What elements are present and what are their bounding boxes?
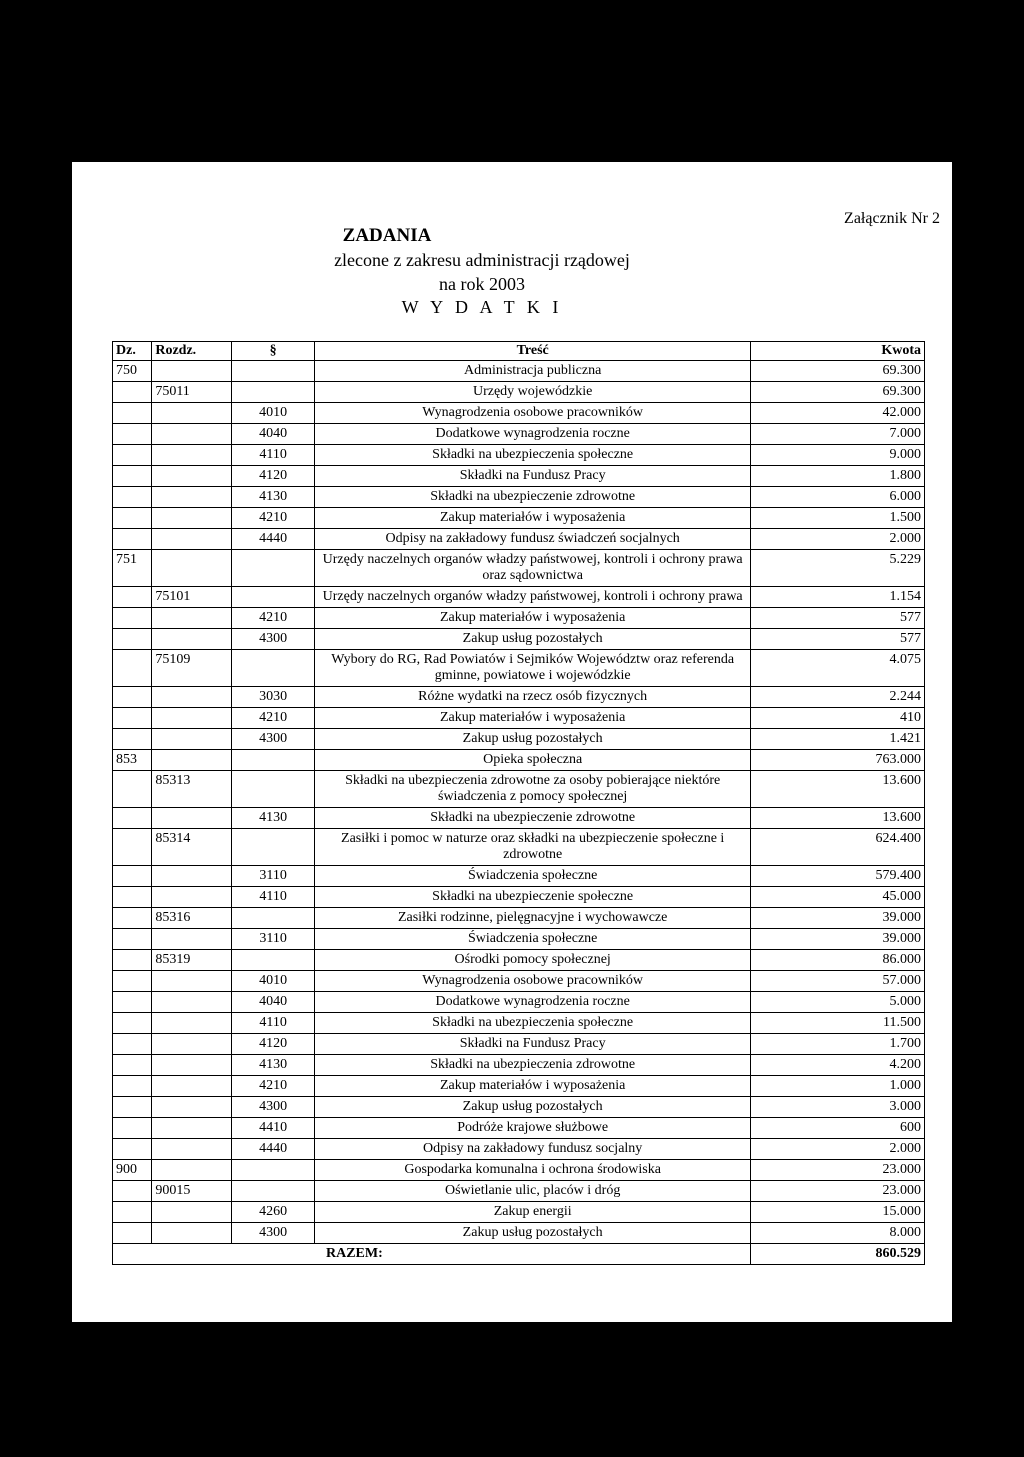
cell-description: Oświetlanie ulic, placów i dróg bbox=[315, 1181, 751, 1202]
cell-amount: 13.600 bbox=[751, 771, 925, 808]
cell-description: Dodatkowe wynagrodzenia roczne bbox=[315, 424, 751, 445]
cell-paragraph bbox=[232, 750, 315, 771]
cell-paragraph: 4300 bbox=[232, 729, 315, 750]
cell-description: Wybory do RG, Rad Powiatów i Sejmików Województw oraz referenda gminne, powiatowe i wojewódzkie bbox=[315, 650, 751, 687]
table-row bbox=[113, 808, 925, 829]
cell-rozdz bbox=[152, 1076, 232, 1097]
cell-description: Zakup usług pozostałych bbox=[315, 1097, 751, 1118]
cell-dz bbox=[113, 587, 152, 608]
cell-description: Składki na ubezpieczenia społeczne bbox=[315, 1013, 751, 1034]
cell-dz bbox=[113, 708, 152, 729]
cell-dz bbox=[113, 929, 152, 950]
table-row bbox=[113, 1202, 925, 1223]
cell-rozdz bbox=[152, 403, 232, 424]
cell-description: Gospodarka komunalna i ochrona środowiska bbox=[315, 1160, 751, 1181]
cell-rozdz bbox=[152, 1202, 232, 1223]
cell-paragraph: 4010 bbox=[232, 971, 315, 992]
cell-amount: 4.075 bbox=[751, 650, 925, 687]
cell-amount: 86.000 bbox=[751, 950, 925, 971]
table-row bbox=[113, 1076, 925, 1097]
cell-paragraph bbox=[232, 908, 315, 929]
cell-dz bbox=[113, 445, 152, 466]
annex-label: Załącznik Nr 2 bbox=[844, 210, 940, 227]
cell-paragraph: 4010 bbox=[232, 403, 315, 424]
cell-amount: 6.000 bbox=[751, 487, 925, 508]
cell-dz bbox=[113, 1097, 152, 1118]
col-header-rozdz: Rozdz. bbox=[152, 342, 232, 361]
cell-dz bbox=[113, 808, 152, 829]
cell-amount: 8.000 bbox=[751, 1223, 925, 1244]
cell-rozdz bbox=[152, 608, 232, 629]
cell-paragraph: 4410 bbox=[232, 1118, 315, 1139]
cell-amount: 69.300 bbox=[751, 382, 925, 403]
doc-subtitle: zlecone z zakresu administracji rządowej bbox=[334, 250, 630, 270]
cell-dz bbox=[113, 971, 152, 992]
cell-rozdz bbox=[152, 1139, 232, 1160]
table-row bbox=[113, 1139, 925, 1160]
cell-rozdz: 75101 bbox=[152, 587, 232, 608]
cell-description: Składki na ubezpieczenia zdrowotne bbox=[315, 1055, 751, 1076]
budget-table bbox=[112, 341, 925, 1265]
cell-paragraph: 4210 bbox=[232, 1076, 315, 1097]
cell-amount: 600 bbox=[751, 1118, 925, 1139]
cell-rozdz bbox=[152, 508, 232, 529]
cell-paragraph: 4040 bbox=[232, 424, 315, 445]
cell-amount: 2.000 bbox=[751, 529, 925, 550]
table-row bbox=[113, 866, 925, 887]
table-row bbox=[113, 708, 925, 729]
cell-description: Odpisy na zakładowy fundusz socjalny bbox=[315, 1139, 751, 1160]
table-row bbox=[113, 361, 925, 382]
cell-rozdz bbox=[152, 808, 232, 829]
cell-rozdz bbox=[152, 971, 232, 992]
cell-description: Składki na Fundusz Pracy bbox=[315, 1034, 751, 1055]
cell-amount: 23.000 bbox=[751, 1160, 925, 1181]
table-row bbox=[113, 1160, 925, 1181]
table-row bbox=[113, 466, 925, 487]
cell-paragraph: 4300 bbox=[232, 1223, 315, 1244]
cell-rozdz bbox=[152, 424, 232, 445]
cell-dz bbox=[113, 403, 152, 424]
cell-paragraph: 4440 bbox=[232, 529, 315, 550]
table-row bbox=[113, 1181, 925, 1202]
cell-rozdz: 85313 bbox=[152, 771, 232, 808]
cell-paragraph: 4120 bbox=[232, 1034, 315, 1055]
cell-paragraph: 4130 bbox=[232, 487, 315, 508]
cell-dz bbox=[113, 829, 152, 866]
cell-description: Urzędy wojewódzkie bbox=[315, 382, 751, 403]
cell-dz bbox=[113, 1223, 152, 1244]
table-row bbox=[113, 1055, 925, 1076]
cell-dz bbox=[113, 992, 152, 1013]
cell-paragraph: 4300 bbox=[232, 629, 315, 650]
cell-amount: 13.600 bbox=[751, 808, 925, 829]
cell-amount: 577 bbox=[751, 608, 925, 629]
cell-rozdz: 85316 bbox=[152, 908, 232, 929]
cell-dz bbox=[113, 1202, 152, 1223]
cell-dz bbox=[113, 650, 152, 687]
cell-dz bbox=[113, 1055, 152, 1076]
cell-amount: 11.500 bbox=[751, 1013, 925, 1034]
table-row bbox=[113, 829, 925, 866]
cell-dz bbox=[113, 629, 152, 650]
total-amount: 860.529 bbox=[751, 1244, 925, 1265]
cell-description: Ośrodki pomocy społecznej bbox=[315, 950, 751, 971]
cell-amount: 23.000 bbox=[751, 1181, 925, 1202]
cell-description: Wynagrodzenia osobowe pracowników bbox=[315, 971, 751, 992]
doc-title: ZADANIA bbox=[342, 225, 432, 246]
cell-paragraph bbox=[232, 950, 315, 971]
cell-rozdz bbox=[152, 1160, 232, 1181]
cell-paragraph: 4210 bbox=[232, 508, 315, 529]
cell-paragraph bbox=[232, 382, 315, 403]
doc-year: na rok 2003 bbox=[439, 274, 525, 294]
cell-amount: 15.000 bbox=[751, 1202, 925, 1223]
cell-rozdz bbox=[152, 1013, 232, 1034]
table-row bbox=[113, 1034, 925, 1055]
cell-paragraph: 3110 bbox=[232, 866, 315, 887]
table-row bbox=[113, 1223, 925, 1244]
col-header-desc: Treść bbox=[315, 342, 751, 361]
cell-dz bbox=[113, 687, 152, 708]
table-row bbox=[113, 487, 925, 508]
table-row bbox=[113, 1013, 925, 1034]
cell-description: Opieka społeczna bbox=[315, 750, 751, 771]
table-row bbox=[113, 445, 925, 466]
cell-amount: 39.000 bbox=[751, 908, 925, 929]
total-label: RAZEM: bbox=[113, 1244, 751, 1265]
cell-dz bbox=[113, 950, 152, 971]
table-row bbox=[113, 750, 925, 771]
cell-description: Wynagrodzenia osobowe pracowników bbox=[315, 403, 751, 424]
cell-paragraph bbox=[232, 361, 315, 382]
col-header-amount: Kwota bbox=[751, 342, 925, 361]
cell-paragraph: 4130 bbox=[232, 1055, 315, 1076]
cell-dz bbox=[113, 866, 152, 887]
col-header-dz: Dz. bbox=[113, 342, 152, 361]
table-row bbox=[113, 971, 925, 992]
table-header-row bbox=[113, 342, 925, 361]
cell-paragraph bbox=[232, 650, 315, 687]
cell-amount: 1.700 bbox=[751, 1034, 925, 1055]
cell-amount: 577 bbox=[751, 629, 925, 650]
cell-description: Odpisy na zakładowy fundusz świadczeń socjalnych bbox=[315, 529, 751, 550]
cell-description: Urzędy naczelnych organów władzy państwowej, kontroli i ochrony prawa bbox=[315, 587, 751, 608]
cell-paragraph: 4210 bbox=[232, 708, 315, 729]
cell-dz bbox=[113, 1076, 152, 1097]
cell-dz bbox=[113, 487, 152, 508]
cell-dz bbox=[113, 424, 152, 445]
cell-paragraph: 4110 bbox=[232, 445, 315, 466]
table-row bbox=[113, 608, 925, 629]
table-row bbox=[113, 382, 925, 403]
cell-paragraph bbox=[232, 829, 315, 866]
cell-amount: 3.000 bbox=[751, 1097, 925, 1118]
cell-rozdz bbox=[152, 487, 232, 508]
cell-dz bbox=[113, 1181, 152, 1202]
cell-description: Świadczenia społeczne bbox=[315, 866, 751, 887]
cell-description: Składki na ubezpieczenia społeczne bbox=[315, 445, 751, 466]
cell-rozdz bbox=[152, 629, 232, 650]
cell-rozdz bbox=[152, 866, 232, 887]
doc-section: W Y D A T K I bbox=[401, 297, 563, 317]
table-row bbox=[113, 629, 925, 650]
cell-description: Zakup materiałów i wyposażenia bbox=[315, 708, 751, 729]
cell-rozdz: 85319 bbox=[152, 950, 232, 971]
cell-paragraph: 3030 bbox=[232, 687, 315, 708]
document-page bbox=[72, 162, 952, 1322]
cell-dz: 751 bbox=[113, 550, 152, 587]
col-header-paragraph: § bbox=[232, 342, 315, 361]
cell-rozdz: 75109 bbox=[152, 650, 232, 687]
cell-description: Dodatkowe wynagrodzenia roczne bbox=[315, 992, 751, 1013]
cell-amount: 69.300 bbox=[751, 361, 925, 382]
cell-rozdz bbox=[152, 708, 232, 729]
cell-rozdz bbox=[152, 1034, 232, 1055]
cell-amount: 624.400 bbox=[751, 829, 925, 866]
cell-description: Świadczenia społeczne bbox=[315, 929, 751, 950]
cell-paragraph bbox=[232, 1181, 315, 1202]
table-row bbox=[113, 424, 925, 445]
cell-rozdz bbox=[152, 1055, 232, 1076]
cell-description: Składki na ubezpieczenie zdrowotne bbox=[315, 808, 751, 829]
table-row bbox=[113, 529, 925, 550]
cell-amount: 39.000 bbox=[751, 929, 925, 950]
cell-amount: 7.000 bbox=[751, 424, 925, 445]
cell-rozdz bbox=[152, 445, 232, 466]
table-row bbox=[113, 587, 925, 608]
cell-amount: 1.421 bbox=[751, 729, 925, 750]
cell-rozdz bbox=[152, 687, 232, 708]
cell-dz bbox=[113, 508, 152, 529]
cell-rozdz: 90015 bbox=[152, 1181, 232, 1202]
cell-amount: 579.400 bbox=[751, 866, 925, 887]
cell-paragraph: 4130 bbox=[232, 808, 315, 829]
cell-rozdz bbox=[152, 729, 232, 750]
cell-dz bbox=[113, 908, 152, 929]
cell-description: Składki na ubezpieczenie społeczne bbox=[315, 887, 751, 908]
cell-dz bbox=[113, 382, 152, 403]
cell-rozdz bbox=[152, 466, 232, 487]
cell-amount: 1.154 bbox=[751, 587, 925, 608]
table-row bbox=[113, 950, 925, 971]
table-row bbox=[113, 403, 925, 424]
cell-amount: 57.000 bbox=[751, 971, 925, 992]
cell-paragraph: 3110 bbox=[232, 929, 315, 950]
cell-description: Składki na Fundusz Pracy bbox=[315, 466, 751, 487]
cell-rozdz bbox=[152, 992, 232, 1013]
cell-description: Zakup materiałów i wyposażenia bbox=[315, 1076, 751, 1097]
cell-rozdz: 85314 bbox=[152, 829, 232, 866]
cell-dz: 900 bbox=[113, 1160, 152, 1181]
cell-amount: 5.000 bbox=[751, 992, 925, 1013]
cell-paragraph: 4120 bbox=[232, 466, 315, 487]
cell-amount: 2.000 bbox=[751, 1139, 925, 1160]
cell-dz bbox=[113, 466, 152, 487]
cell-description: Zakup materiałów i wyposażenia bbox=[315, 508, 751, 529]
cell-rozdz bbox=[152, 929, 232, 950]
cell-description: Podróże krajowe służbowe bbox=[315, 1118, 751, 1139]
cell-dz: 750 bbox=[113, 361, 152, 382]
cell-dz bbox=[113, 887, 152, 908]
table-row bbox=[113, 887, 925, 908]
cell-dz bbox=[113, 1013, 152, 1034]
cell-description: Zakup usług pozostałych bbox=[315, 729, 751, 750]
cell-amount: 1.800 bbox=[751, 466, 925, 487]
cell-rozdz bbox=[152, 361, 232, 382]
cell-dz bbox=[113, 771, 152, 808]
cell-dz bbox=[113, 608, 152, 629]
cell-paragraph bbox=[232, 587, 315, 608]
cell-rozdz bbox=[152, 887, 232, 908]
table-row bbox=[113, 1097, 925, 1118]
cell-amount: 1.500 bbox=[751, 508, 925, 529]
cell-amount: 2.244 bbox=[751, 687, 925, 708]
cell-description: Składki na ubezpieczenia zdrowotne za osoby pobierające niektóre świadczenia z pomocy społecznej bbox=[315, 771, 751, 808]
cell-dz bbox=[113, 1034, 152, 1055]
cell-paragraph: 4440 bbox=[232, 1139, 315, 1160]
cell-rozdz bbox=[152, 750, 232, 771]
cell-dz bbox=[113, 729, 152, 750]
cell-paragraph: 4040 bbox=[232, 992, 315, 1013]
cell-dz: 853 bbox=[113, 750, 152, 771]
table-row bbox=[113, 992, 925, 1013]
total-row bbox=[113, 1244, 925, 1265]
cell-dz bbox=[113, 529, 152, 550]
cell-amount: 5.229 bbox=[751, 550, 925, 587]
cell-rozdz bbox=[152, 1118, 232, 1139]
cell-rozdz bbox=[152, 1223, 232, 1244]
cell-rozdz bbox=[152, 1097, 232, 1118]
cell-rozdz: 75011 bbox=[152, 382, 232, 403]
cell-paragraph: 4260 bbox=[232, 1202, 315, 1223]
table-row bbox=[113, 508, 925, 529]
cell-description: Różne wydatki na rzecz osób fizycznych bbox=[315, 687, 751, 708]
table-row bbox=[113, 687, 925, 708]
table-row bbox=[113, 929, 925, 950]
table-row bbox=[113, 1118, 925, 1139]
cell-amount: 42.000 bbox=[751, 403, 925, 424]
cell-paragraph: 4110 bbox=[232, 887, 315, 908]
cell-amount: 763.000 bbox=[751, 750, 925, 771]
cell-dz bbox=[113, 1118, 152, 1139]
cell-description: Zakup usług pozostałych bbox=[315, 1223, 751, 1244]
cell-paragraph bbox=[232, 550, 315, 587]
cell-amount: 45.000 bbox=[751, 887, 925, 908]
cell-description: Zakup usług pozostałych bbox=[315, 629, 751, 650]
cell-description: Zasiłki i pomoc w naturze oraz składki na ubezpieczenie społeczne i zdrowotne bbox=[315, 829, 751, 866]
cell-paragraph bbox=[232, 1160, 315, 1181]
cell-paragraph bbox=[232, 771, 315, 808]
table-row bbox=[113, 650, 925, 687]
table-row bbox=[113, 729, 925, 750]
cell-description: Zakup materiałów i wyposażenia bbox=[315, 608, 751, 629]
cell-rozdz bbox=[152, 550, 232, 587]
table-row bbox=[113, 771, 925, 808]
cell-amount: 4.200 bbox=[751, 1055, 925, 1076]
cell-dz bbox=[113, 1139, 152, 1160]
cell-amount: 9.000 bbox=[751, 445, 925, 466]
cell-paragraph: 4210 bbox=[232, 608, 315, 629]
cell-rozdz bbox=[152, 529, 232, 550]
cell-description: Składki na ubezpieczenie zdrowotne bbox=[315, 487, 751, 508]
cell-amount: 1.000 bbox=[751, 1076, 925, 1097]
cell-description: Zakup energii bbox=[315, 1202, 751, 1223]
cell-description: Administracja publiczna bbox=[315, 361, 751, 382]
cell-description: Zasiłki rodzinne, pielęgnacyjne i wychowawcze bbox=[315, 908, 751, 929]
cell-description: Urzędy naczelnych organów władzy państwowej, kontroli i ochrony prawa oraz sądownictwa bbox=[315, 550, 751, 587]
cell-paragraph: 4300 bbox=[232, 1097, 315, 1118]
table-row bbox=[113, 550, 925, 587]
table-row bbox=[113, 908, 925, 929]
cell-amount: 410 bbox=[751, 708, 925, 729]
cell-paragraph: 4110 bbox=[232, 1013, 315, 1034]
